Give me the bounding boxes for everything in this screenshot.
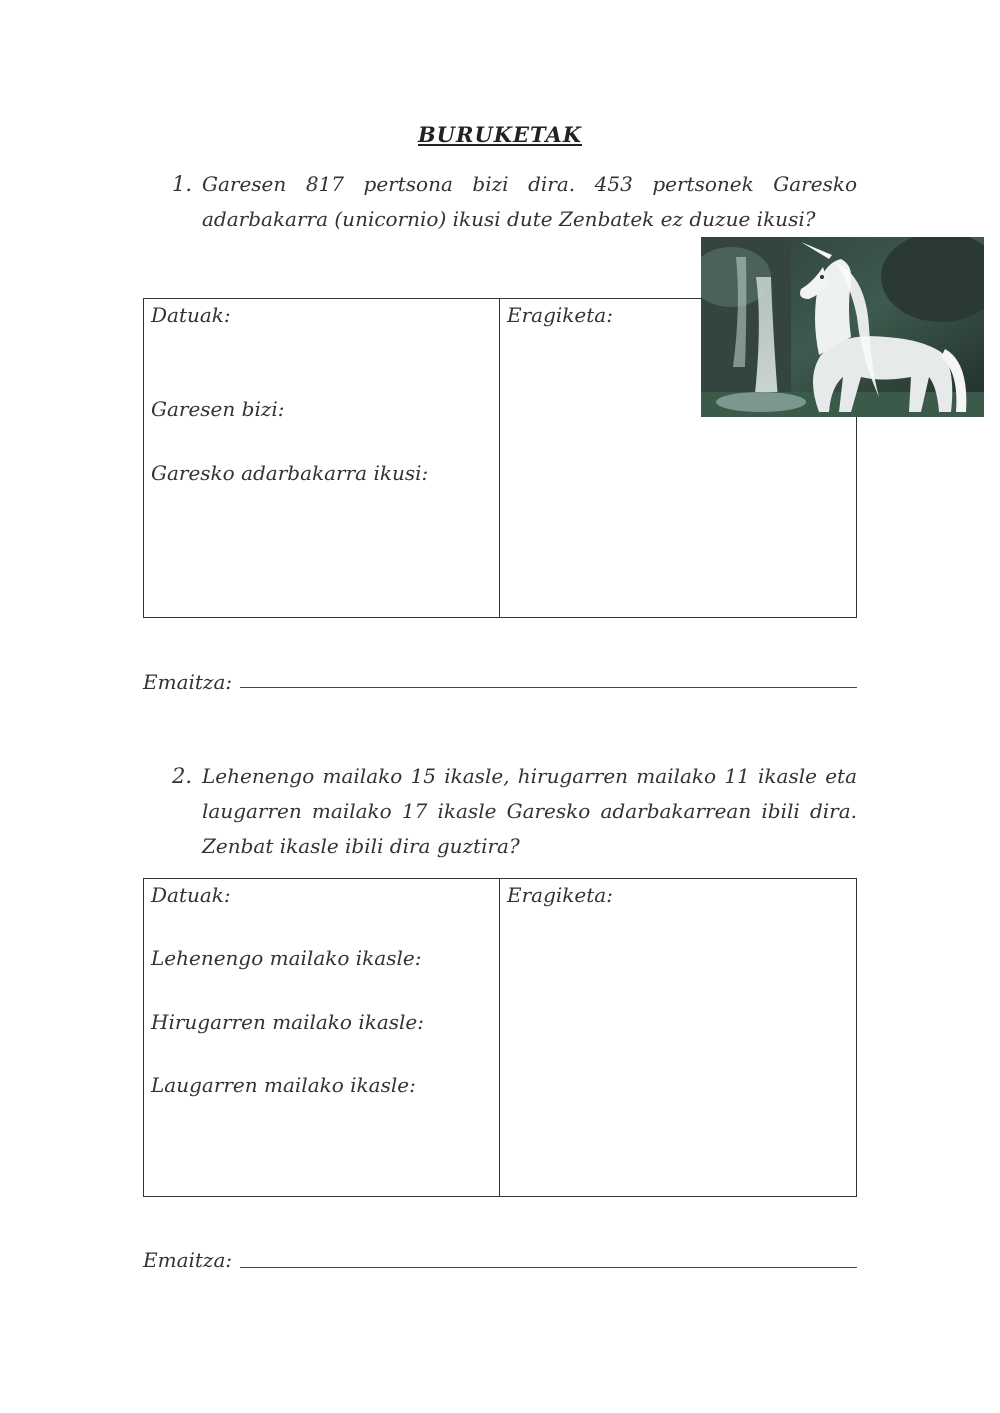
question-1-answer-line[interactable] [240,687,857,688]
question-1-field-garesen-bizi: Garesen bizi: [151,397,285,421]
question-1-datuak-label: Datuak: [151,303,231,327]
question-1-box-divider [499,298,500,618]
question-1-line-1: Garesen 817 pertsona bizi dira. 453 pertsonek Garesko [202,172,857,196]
question-2-work-box [143,878,857,1197]
question-2-field-laugarren: Laugarren mailako ikasle: [151,1073,416,1097]
question-1-emaitza-label: Emaitza: [143,670,233,694]
question-1-field-adarbakarra-ikusi: Garesko adarbakarra ikusi: [151,461,429,485]
question-1-eragiketa-label: Eragiketa: [507,303,613,327]
question-2-answer-line[interactable] [240,1267,857,1268]
question-2-box-divider [499,878,500,1197]
question-2-line-2: laugarren mailako 17 ikasle Garesko adarbakarrean ibili dira. [202,799,857,823]
question-2-eragiketa-label: Eragiketa: [507,883,613,907]
question-2-line-1: Lehenengo mailako 15 ikasle, hirugarren mailako 11 ikasle eta [202,764,857,788]
question-2-number: 2. [172,764,193,788]
question-1-line-2: adarbakarra (unicornio) ikusi dute Zenbatek ez duzue ikusi? [202,207,816,231]
question-1-number: 1. [172,172,193,196]
page-title: BURUKETAK [417,122,583,147]
question-2-field-hirugarren: Hirugarren mailako ikasle: [151,1010,424,1034]
question-2-datuak-label: Datuak: [151,883,231,907]
question-2-field-lehenengo: Lehenengo mailako ikasle: [151,946,422,970]
question-2-emaitza-label: Emaitza: [143,1248,233,1272]
question-2-line-3: Zenbat ikasle ibili dira guztira? [202,834,520,858]
unicorn-image [701,237,984,417]
